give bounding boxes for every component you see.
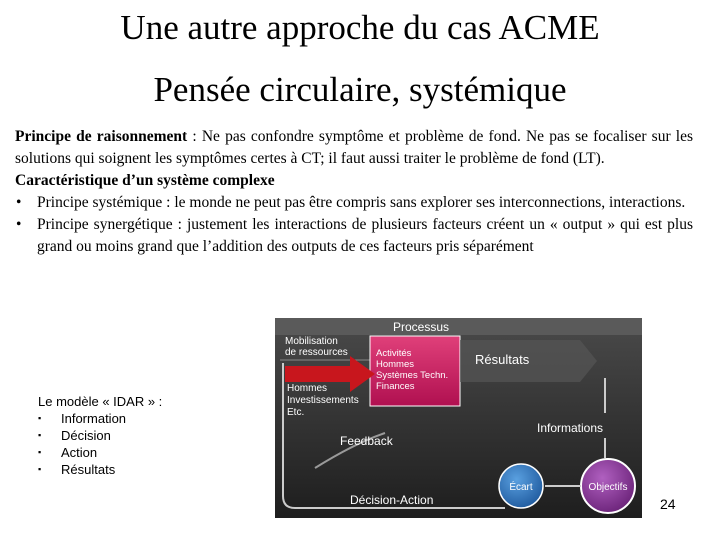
principe-label: Principe de raisonnement: [15, 128, 188, 145]
idar-item-resultats: ▪ Résultats: [38, 461, 162, 478]
activites-item: Activités: [376, 348, 412, 359]
bullet-systemique-text: Principe systémique : le monde ne peut pas être compris sans explorer ses interconnections, interactions.: [37, 194, 686, 211]
ressource-item: Etc.: [287, 407, 305, 418]
caracteristique-heading: Caractéristique d’un système complexe: [15, 172, 275, 189]
mobilisation-label-1: Mobilisation: [285, 336, 338, 347]
bullet-synergetique-text: Principe synergétique : justement les interactions de plusieurs facteurs créent un « output » qui est plus grand ou moins grand que l’addition des outputs de ces facteurs pris séparément: [37, 216, 693, 255]
feedback-label: Feedback: [340, 434, 393, 448]
principe-text: : Ne pas confondre symptôme et problème de fond. Ne pas se focaliser sur les solutions qui soignent les symptômes certes à CT; il faut aussi traiter le problème de fond (LT).: [15, 128, 693, 167]
idar-heading: Le modèle « IDAR » :: [38, 394, 163, 409]
activites-item: Hommes: [376, 359, 415, 370]
bullet-dot: •: [16, 194, 22, 211]
objectifs-label: Objectifs: [588, 482, 628, 493]
resultats-label: Résultats: [475, 352, 530, 367]
page-number: 24: [660, 496, 676, 512]
body-text: [15, 126, 693, 258]
bullet-systemique: [15, 192, 693, 214]
processus-label: Processus: [393, 320, 450, 334]
ecart-label: Écart: [509, 482, 533, 493]
idar-model: [38, 393, 162, 478]
bullet-synergetique: [15, 214, 693, 258]
idar-item-decision: ▪ Décision: [38, 427, 162, 444]
ressource-item: Investissements: [287, 395, 359, 406]
decision-action-label: Décision-Action: [350, 493, 434, 507]
principe-paragraph: [15, 126, 693, 170]
slide-title-line2: Pensée circulaire, systémique: [153, 70, 567, 109]
informations-label: Informations: [537, 421, 604, 435]
idar-list: [38, 410, 162, 478]
activites-item: Systèmes Techn.: [376, 370, 449, 381]
bullet-dot: •: [16, 216, 22, 233]
processus-header: [275, 318, 642, 335]
systemic-loop-diagram: [275, 318, 642, 518]
activites-item: Finances: [376, 381, 415, 392]
idar-item-information: ▪ Information: [38, 410, 162, 427]
slide-title-line1: Une autre approche du cas ACME: [120, 8, 600, 47]
idar-item-action: ▪ Action: [38, 444, 162, 461]
mobilisation-label-2: de ressources: [285, 347, 348, 358]
ressource-item: Hommes: [287, 383, 328, 394]
